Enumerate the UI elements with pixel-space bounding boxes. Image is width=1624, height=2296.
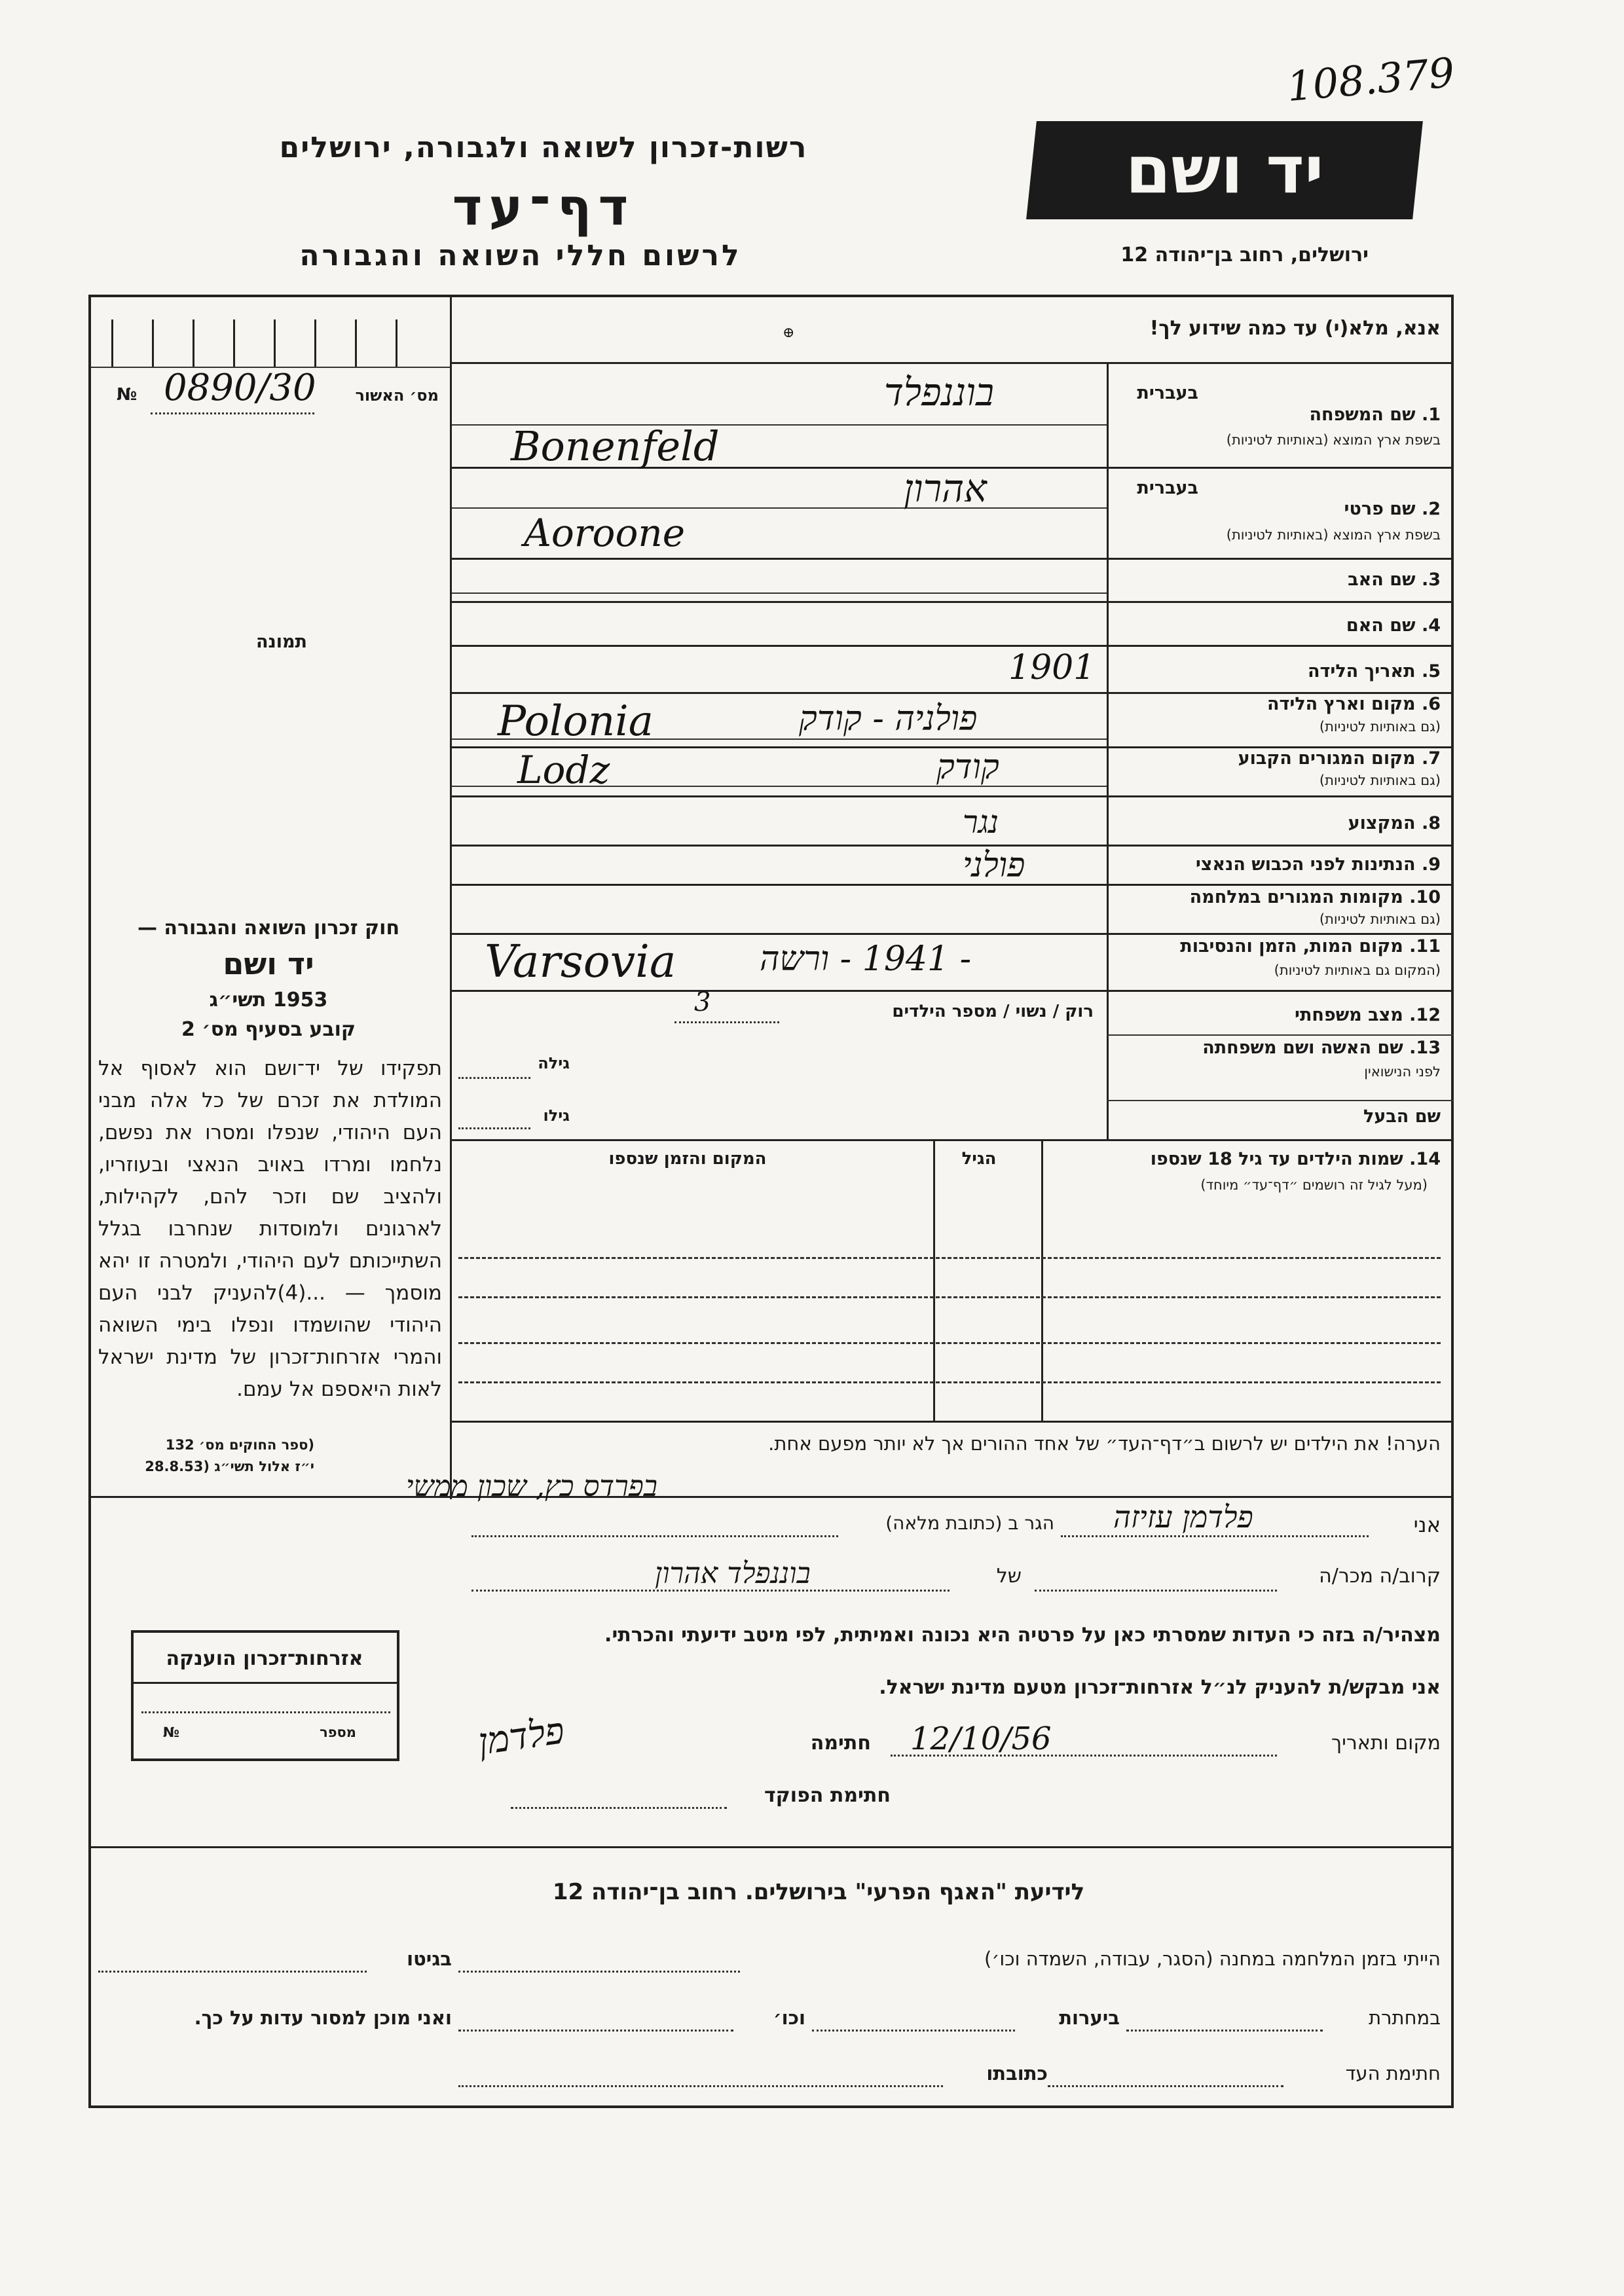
certificate-boxes: [111, 319, 445, 367]
f13-age-label: גילה: [538, 1054, 570, 1072]
certificate-label: מס׳ האשור: [355, 386, 439, 405]
f11-num: 11.: [1409, 936, 1441, 957]
bottom-line1-end: בגיטו: [407, 1948, 452, 1970]
children-col-divider-1: [933, 1140, 935, 1422]
f6-num: 6.: [1421, 694, 1441, 714]
row-sep-13: [1107, 1100, 1454, 1101]
f6-sub: (גם באותיות לטיניות): [1319, 719, 1441, 735]
form-subtitle: לרשום חללי השואה והגבורה: [299, 239, 742, 272]
law-clause: קובע בסעיף מס׳ 2: [181, 1018, 356, 1041]
f11-value-latin: Varsovia: [485, 936, 676, 988]
f11-label: [1113, 936, 1441, 957]
row-sep-12: [1107, 1034, 1454, 1036]
f7-label-text: מקום המגורים הקבוע: [1238, 748, 1416, 769]
certificate-underline: [151, 412, 314, 414]
row-sep-2a: [452, 507, 1107, 509]
f9-num: 9.: [1421, 854, 1441, 875]
bottom-line3-a: חתימת העד: [1345, 2062, 1441, 2085]
bottom-line2-b: ביערות: [1059, 2007, 1120, 2029]
f6-value-he: פולניה - קודק: [799, 699, 978, 738]
bottom-line1-start: הייתי בזמן המלחמה במחנה (הסגר, עבודה, השמדה וכו׳): [984, 1948, 1441, 1970]
f1-hebrew-tag: בעברית: [1137, 383, 1198, 403]
f5-num: 5.: [1421, 661, 1441, 682]
f12-options: רוק / נשוי / מספר הילדים: [892, 1002, 1094, 1021]
row-sep-7: [452, 795, 1454, 797]
declaration-date-value: 12/10/56: [910, 1721, 1052, 1757]
bottom-line3-b: כתובתו: [986, 2062, 1048, 2085]
declaration-of-value: בוננפלד אהרון: [655, 1557, 811, 1590]
certificate-number: 0890/30: [164, 367, 316, 409]
f14-place-header: המקום והזמן שנספו: [608, 1149, 767, 1169]
f7-value-he: קודק: [936, 748, 999, 787]
bottom-line2-field-c: [458, 2030, 733, 2032]
bottom-line2-end: ואני מוכן למסור עדות על כך.: [194, 2007, 452, 2029]
label-column-divider: [1107, 362, 1109, 1139]
husband-age-line: [458, 1127, 530, 1129]
citizenship-box: [131, 1630, 399, 1761]
note-bottom-line: [91, 1496, 1453, 1498]
law-title: חוק זכרון השואה והגבורה —: [137, 917, 400, 939]
official-signature-line: [511, 1807, 727, 1809]
f2-value-he: אהרון: [904, 466, 987, 511]
f7-value-latin: Lodz: [517, 748, 610, 792]
f10-num: 10.: [1409, 887, 1441, 907]
f2-hebrew-tag: בעברית: [1137, 478, 1198, 498]
note: הערה! את הילדים יש לרשום ב״דף־העד״ של אחד ההורים אך לא יותר מפעם אחת.: [768, 1432, 1441, 1455]
official-signature-label: חתימת הפוקד: [764, 1784, 891, 1807]
declaration-relation-line: [1035, 1590, 1277, 1592]
children-row-2: [458, 1296, 1441, 1298]
address: ירושלים, רחוב בן־יהודה 12: [1120, 244, 1369, 266]
form-title: דף־עד: [452, 178, 635, 237]
f13-label-text: שם האשה ושם משפחתה: [1202, 1038, 1403, 1058]
f12-children-value: 3: [694, 987, 711, 1017]
f4-label: [1244, 615, 1441, 636]
f14-age-header: הגיל: [961, 1149, 997, 1169]
f6-label: [1113, 694, 1441, 714]
row-sep-8: [452, 845, 1454, 847]
f11-label-text: מקום המות, הזמן והנסיבות: [1180, 936, 1403, 957]
declaration-place-date-label: מקום ותאריך: [1331, 1732, 1441, 1755]
f11-sub: (המקום גם באותיות לטיניות): [1274, 962, 1441, 978]
row-sep-2: [452, 558, 1454, 560]
bottom-line1-field-b: [98, 1971, 367, 1973]
authority-title: רשות-זכרון לשואה ולגבורה, ירושלים: [279, 131, 808, 164]
photo-label: תמונה: [255, 632, 308, 652]
f14-num: 14.: [1409, 1149, 1441, 1169]
row-sep-4: [452, 645, 1454, 647]
declaration-statement1: מצהיר/ה בזה כי העדות שמסרתי כאן על פרטיה היא נכונה ואמיתית, לפי מיטב ידיעתי והכרתי.: [604, 1624, 1441, 1647]
bottom-line2-field-b: [812, 2030, 1015, 2032]
bottom-line3-field-a: [1048, 2085, 1283, 2087]
f9-value: פולני: [963, 846, 1025, 885]
f12-label-text: מצב משפחתי: [1295, 1005, 1403, 1025]
law-text: תפקידו של יד־ושם הוא לאסוף אל המולדת את זכרם של כל אלה מבני העם היהודי, שנפלו ומסרו את נפשם, נלחמו ומרדו באויב הנאצי ובעוזריו, ולהציב שם וזכר להם, לקהילות, לארגונים ולמוסדות שנחרבו בגלל השתייכותם לעם היהודי, ולמטרה זו יהא מוסמך — ...(4)להעניק לבני העם היהודי שהושמדו ונפלו בימי השואה והמרי אזרחות־זכרון של מדינת ישראל לאות היאספם אל עמם.: [98, 1057, 442, 1401]
f1-num: 1.: [1421, 405, 1441, 425]
f1-label-text: שם המשפחה: [1309, 405, 1416, 425]
f9-label: [1113, 854, 1441, 875]
f7-num: 7.: [1421, 748, 1441, 769]
yad-vashem-logo: [1026, 121, 1423, 219]
bottom-title: לידיעת "האגף הפרעי" בירושלים. רחוב בן־יהודה 12: [552, 1879, 1085, 1905]
row-sep-3a: [452, 592, 1107, 594]
f8-label-text: המקצוע: [1348, 813, 1416, 833]
declaration-signature-label: חתימה: [810, 1732, 871, 1755]
f5-label-text: תאריך הלידה: [1307, 661, 1416, 682]
row-sep-9: [452, 884, 1454, 886]
sidebar-divider: [450, 296, 452, 1499]
f1-label: [1244, 405, 1441, 425]
children-row-3: [458, 1342, 1441, 1344]
f1-value-he: בוננפלד: [884, 370, 994, 414]
f2-num: 2.: [1421, 499, 1441, 519]
small-mark-icon: ⊕: [783, 325, 795, 341]
law-year: [98, 989, 439, 1011]
f6-label-text: מקום וארץ הלידה: [1266, 694, 1416, 714]
law-ref1: (ספר החוקים מס׳ 132: [165, 1437, 314, 1453]
f1-value-latin: Bonenfeld: [511, 422, 720, 470]
declaration-signature: פלדמן: [475, 1709, 567, 1764]
intro-instruction: אנא, מלא(י) עד כמה שידוע לך!: [1149, 317, 1441, 340]
f6-value-latin: Polonia: [498, 697, 654, 746]
f10-label-text: מקומות המגורים במלחמה: [1189, 887, 1403, 907]
citizenship-box-number-label: מספר: [320, 1724, 356, 1740]
f1-sub: בשפת ארץ המוצא (באותיות לטיניות): [1226, 432, 1441, 448]
f4-num: 4.: [1421, 615, 1441, 636]
children-table-bottom: [452, 1421, 1454, 1423]
declaration-of-label: של: [996, 1565, 1022, 1588]
logo-text: יד ושם: [1125, 132, 1324, 208]
bottom-line3-field-b: [458, 2085, 943, 2087]
f14-label-text: שמות הילדים עד גיל 18 שנספו: [1150, 1149, 1403, 1169]
f12-label: [1244, 1005, 1441, 1025]
bottom-line1-field: [458, 1971, 740, 1973]
intro-row-line: [450, 362, 1454, 364]
f8-num: 8.: [1421, 813, 1441, 833]
row-sep-3: [452, 601, 1454, 603]
f13-num: 13.: [1409, 1038, 1441, 1058]
f3-label-text: שם האב: [1348, 570, 1416, 590]
f9-label-text: הנתינות לפני הכבוש הנאצי: [1195, 854, 1416, 875]
f2-sub: בשפת ארץ המוצא (באותיות לטיניות): [1226, 527, 1441, 543]
law-year-number: 1953: [272, 989, 328, 1011]
law-ref2: י״ז אלול תשי״ג (28.8.53: [145, 1459, 314, 1474]
f10-label: [1113, 887, 1441, 907]
f13-sub: לפני הנישואין: [1364, 1064, 1441, 1080]
children-row-4: [458, 1381, 1441, 1383]
declaration-i-label: אני: [1413, 1512, 1441, 1537]
husband-label: שם הבעל: [1363, 1106, 1441, 1127]
f7-sub: (גם באותיות לטיניות): [1319, 773, 1441, 788]
f3-num: 3.: [1421, 570, 1441, 590]
f5-value: 1901: [1008, 648, 1096, 687]
f14-label: [1048, 1149, 1441, 1169]
declaration-statement2: אני מבקש/ת להעניק לנ״ל אזרחות־זכרון מטעם מדינת ישראל.: [879, 1676, 1441, 1699]
law-year-hebrew: תשי״ג: [209, 989, 267, 1011]
declaration-resident-label: הגר ב (כתובת מלאה): [885, 1512, 1054, 1534]
children-row-1: [458, 1257, 1441, 1259]
bottom-line2-a: במחתרת: [1369, 2007, 1441, 2029]
f7-label: [1113, 748, 1441, 769]
f2-label: [1244, 499, 1441, 519]
row-sep-11: [452, 990, 1454, 992]
f12-children-line: [674, 1021, 779, 1023]
f12-num: 12.: [1409, 1005, 1441, 1025]
declaration-relation-label: קרוב/ה מכר/ה: [1319, 1565, 1441, 1588]
f8-value: נגר: [963, 804, 999, 841]
husband-age-label: גילו: [543, 1106, 570, 1125]
f3-label: [1244, 570, 1441, 590]
declaration-address-line: [471, 1535, 838, 1537]
declaration-i-value: פלדמן עזיזה: [1113, 1499, 1253, 1535]
citizenship-box-title: אזרחות־זכרון הוענקה: [166, 1647, 363, 1670]
children-col-divider-2: [1041, 1140, 1043, 1422]
f8-label: [1244, 813, 1441, 833]
archive-number: 108.379: [1285, 48, 1457, 111]
row-sep-10: [452, 933, 1454, 935]
f14-sub: (מעל לגיל זה רושמים ״דף־עד״ מיוחד): [1200, 1177, 1428, 1193]
law-name: יד ושם: [223, 946, 314, 981]
f13-label: [1113, 1038, 1441, 1058]
citizenship-box-no-mark: №: [162, 1724, 179, 1740]
f13-age-line: [458, 1077, 530, 1079]
bottom-line2-field-a: [1126, 2030, 1323, 2032]
declaration-i-line: [1061, 1535, 1369, 1537]
row-sep-14: [452, 1139, 1454, 1141]
f2-label-text: שם פרטי: [1344, 499, 1416, 519]
f4-label-text: שם האם: [1346, 615, 1416, 636]
declaration-bottom-line: [91, 1846, 1453, 1848]
bottom-line2-c: וכו׳: [773, 2007, 805, 2029]
f5-label: [1244, 661, 1441, 682]
f2-value-latin: Aoroone: [524, 511, 686, 555]
f10-sub: (גם באותיות לטיניות): [1319, 911, 1441, 927]
declaration-address-value: בפרדס כץ, שכון ממשי: [406, 1470, 657, 1503]
f11-value-he: - 1941 - ורשה: [760, 939, 972, 979]
certificate-no-mark: №: [117, 385, 138, 405]
